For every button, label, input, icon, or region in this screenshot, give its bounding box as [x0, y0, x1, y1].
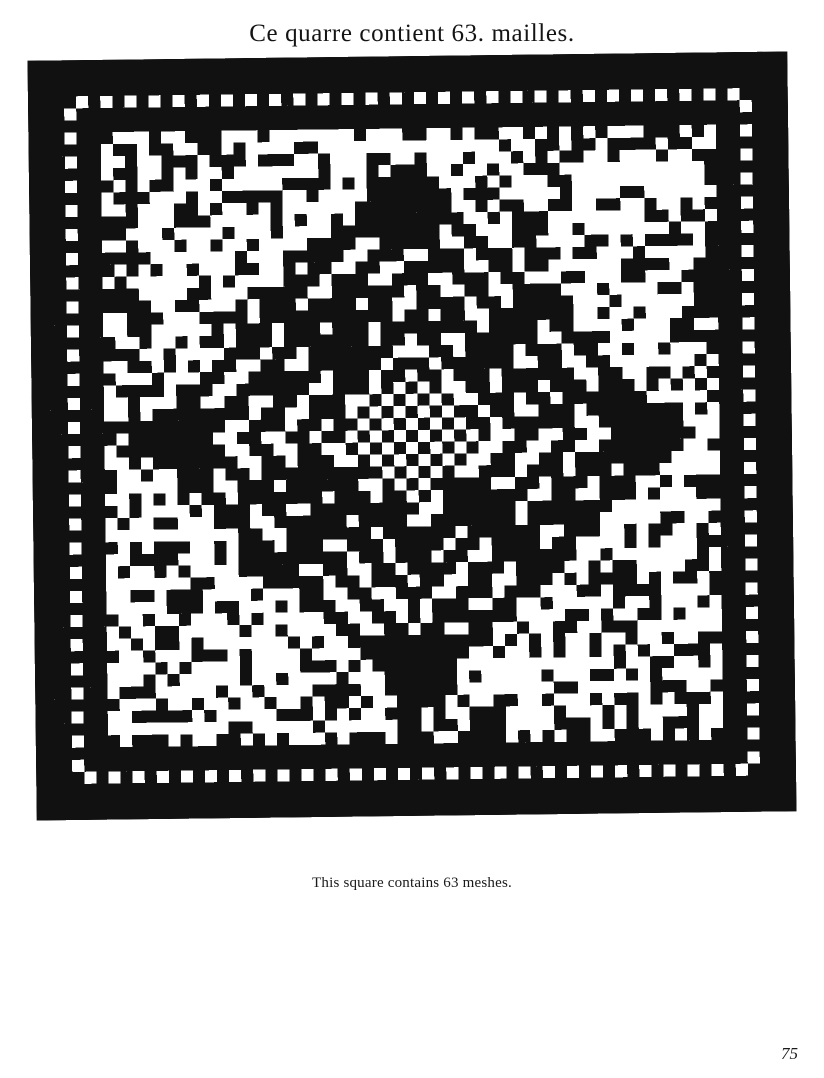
pattern-plate	[27, 51, 796, 820]
plate-caption: This square contains 63 meshes.	[312, 875, 512, 891]
page-title: Ce quarre contient 63. mailles.	[249, 20, 575, 47]
pattern-plate-container	[32, 56, 792, 816]
page-number: 75	[781, 1044, 798, 1063]
